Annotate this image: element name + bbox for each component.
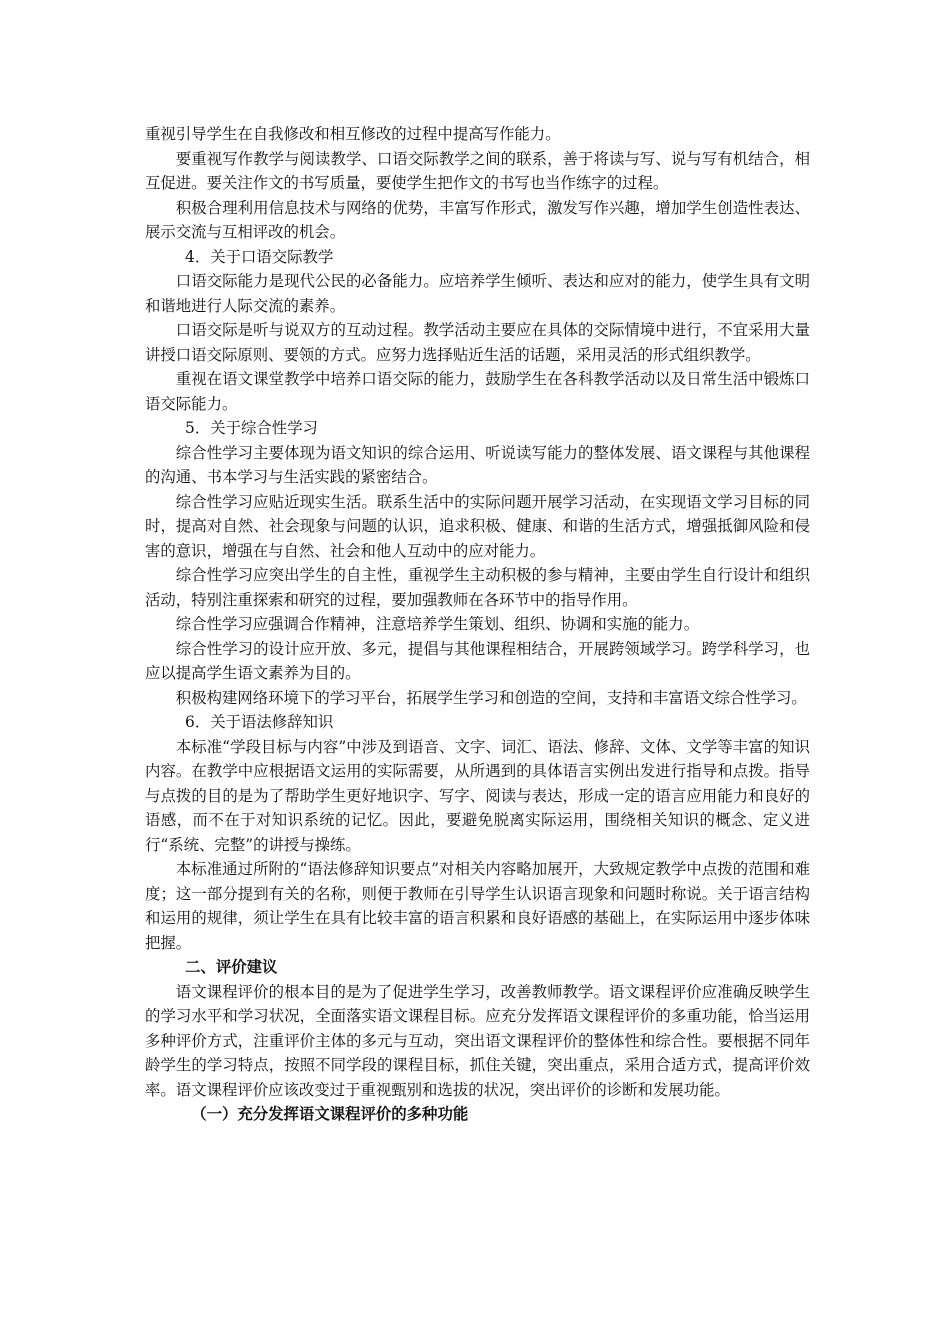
- paragraph: 积极构建网络环境下的学习平台，拓展学生学习和创造的空间，支持和丰富语文综合性学习。: [175, 688, 807, 707]
- section-heading: 5．关于综合性学习: [185, 419, 318, 437]
- paragraph: 要重视写作教学与阅读教学、口语交际教学之间的联系，善于将读与写、说与写有机结合，相互促进。要关注作文的书写质量，要使学生把作文的书写也当作练字的过程。: [145, 149, 810, 192]
- paragraph: 口语交际是听与说双方的互动过程。教学活动主要应在具体的交际情境中进行，不宜采用大量讲授口语交际原则、要领的方式。应努力选择贴近生活的话题，采用灵活的形式组织教学。: [145, 321, 810, 364]
- paragraph: 综合性学习主要体现为语文知识的综合运用、听说读写能力的整体发展、语文课程与其他课程的沟通、书本学习与生活实践的紧密结合。: [145, 443, 810, 486]
- paragraph: 重视引导学生在自我修改和相互修改的过程中提高写作能力。: [145, 125, 561, 143]
- paragraph: 口语交际能力是现代公民的必备能力。应培养学生倾听、表达和应对的能力，使学生具有文明和谐地进行人际交流的素养。: [145, 272, 810, 315]
- paragraph: 重视在语文课堂教学中培养口语交际的能力，鼓励学生在各科教学活动以及日常生活中锻炼口语交际能力。: [145, 370, 810, 413]
- chapter-heading: 二、评价建议: [185, 958, 278, 976]
- paragraph: 语文课程评价的根本目的是为了促进学生学习，改善教师教学。语文课程评价应准确反映学生的学习水平和学习状况，全面落实语文课程目标。应充分发挥语文课程评价的多重功能，恰当运用多种评价方式，注重评价主体的多元与互动，突出语文课程评价的整体性和综合性。要根据不同年龄学生的学习特点，按照不同学段的课程目标，抓住关键，突出重点，采用合适方式，提高评价效率。语文课程评价应该改变过于重视甄别和选拔的状况，突出评价的诊断和发展功能。: [145, 982, 810, 1099]
- paragraph: 综合性学习应突出学生的自主性，重视学生主动积极的参与精神，主要由学生自行设计和组织活动，特别注重探索和研究的过程，要加强教师在各环节中的指导作用。: [145, 566, 810, 609]
- paragraph: 综合性学习应强调合作精神，注意培养学生策划、组织、协调和实施的能力。: [175, 615, 700, 633]
- paragraph: 本标准“学段目标与内容”中涉及到语音、文字、词汇、语法、修辞、文体、文学等丰富的知识内容。在教学中应根据语文运用的实际需要，从所遇到的具体语言实例出发进行指导和点拨。指导与点拨的目的是为了帮助学生更好地识字、写字、阅读与表达，形成一定的语言应用能力和良好的语感，而不在于对知识系统的记忆。因此，要避免脱离实际运用，围绕相关知识的概念、定义进行“系统、完整”的讲授与操练。: [145, 737, 810, 854]
- paragraph: 本标准通过所附的“语法修辞知识要点”对相关内容略加展开，大致规定教学中点拨的范围和难度；这一部分提到有关的名称，则便于教师在引导学生认识语言现象和问题时称说。关于语言结构和运用的规律，须让学生在具有比较丰富的语言积累和良好语感的基础上，在实际运用中逐步体味把握。: [145, 860, 810, 952]
- paragraph: 积极合理利用信息技术与网络的优势，丰富写作形式，激发写作兴趣，增加学生创造性表达、展示交流与互相评改的机会。: [145, 198, 810, 241]
- section-heading: 6．关于语法修辞知识: [185, 713, 334, 731]
- document-body: [145, 122, 810, 1127]
- paragraph: 综合性学习的设计应开放、多元，提倡与其他课程相结合，开展跨领域学习。跨学科学习，也应以提高学生语文素养为目的。: [145, 639, 810, 682]
- section-heading: 4．关于口语交际教学: [185, 247, 334, 266]
- subsection-heading: （一）充分发挥语文课程评价的多种功能: [191, 1105, 469, 1123]
- paragraph: 综合性学习应贴近现实生活。联系生活中的实际问题开展学习活动，在实现语文学习目标的同时，提高对自然、社会现象与问题的认识，追求积极、健康、和谐的生活方式，增强抵御风险和侵害的意识，增强在与自然、社会和他人互动中的应对能力。: [145, 492, 810, 560]
